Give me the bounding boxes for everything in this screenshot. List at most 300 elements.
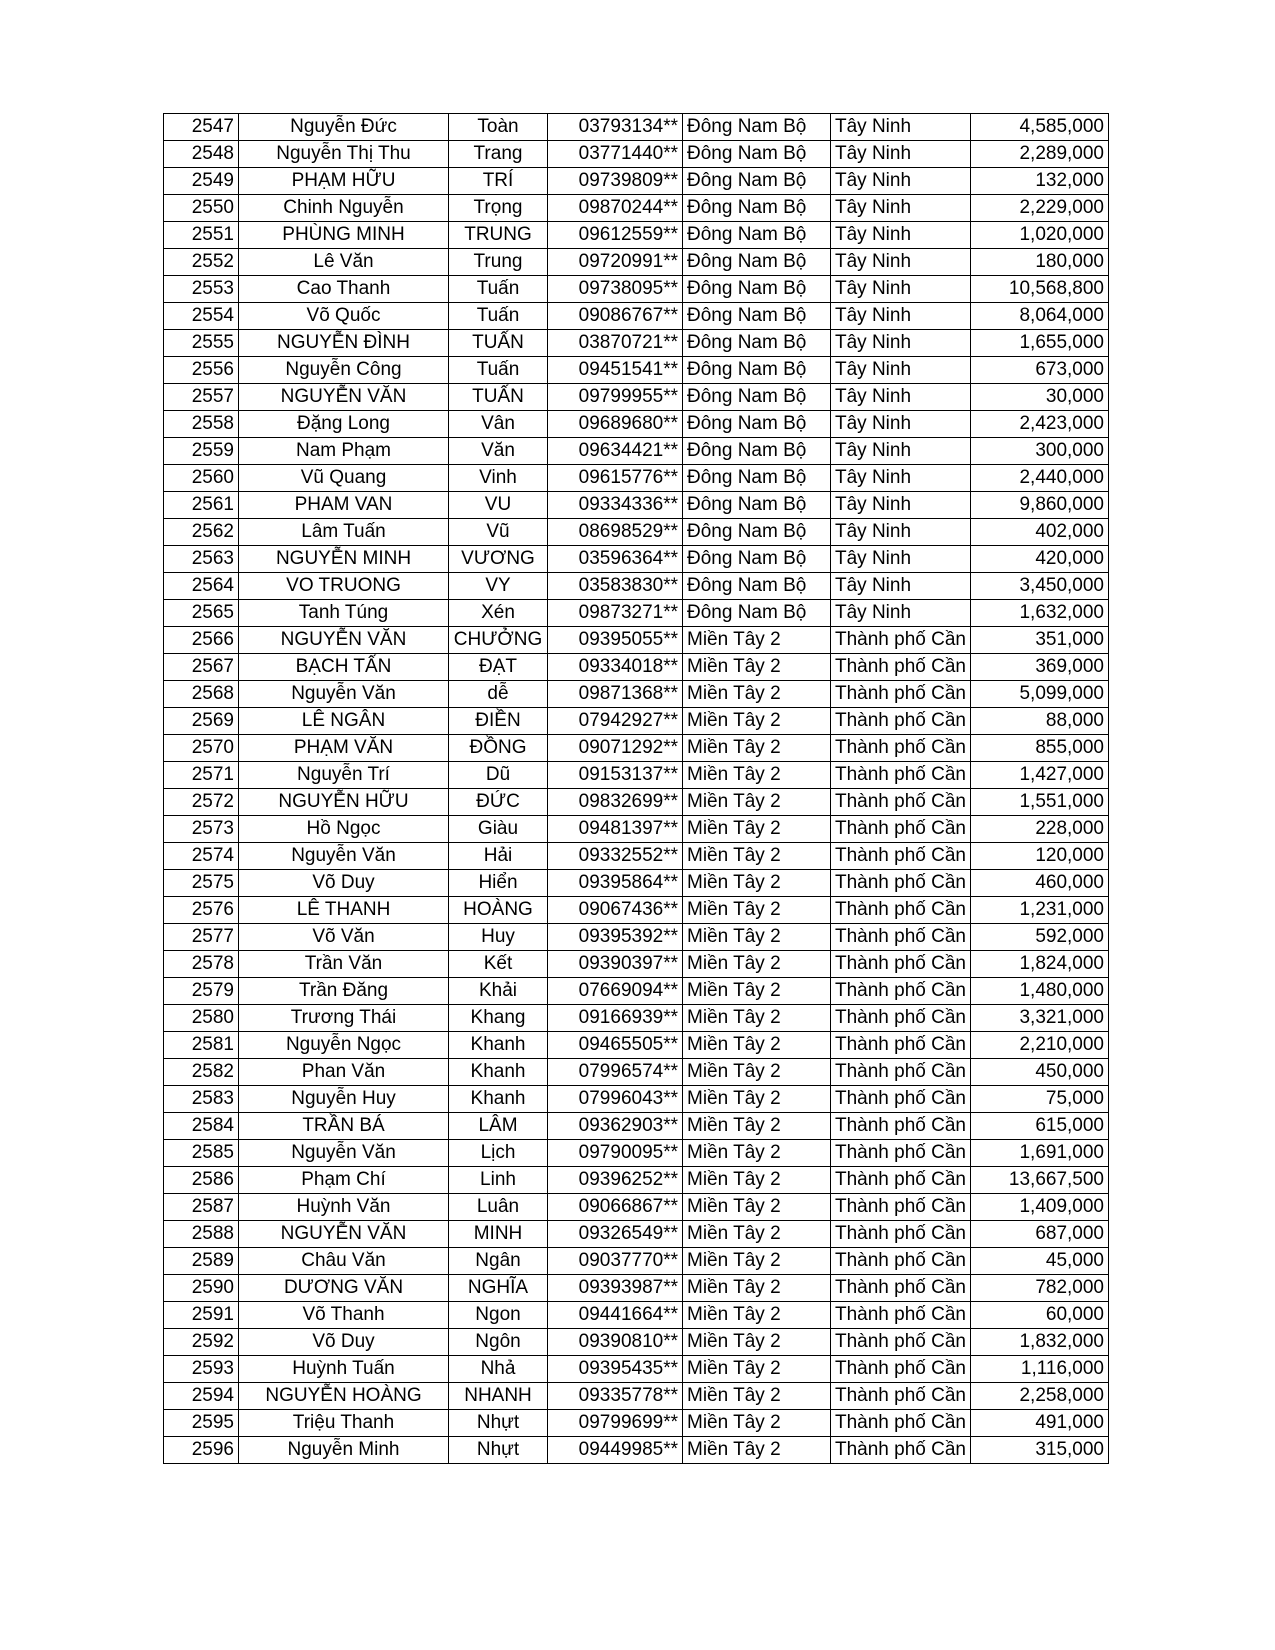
last-middle-name-cell: NGUYỄN VĂN	[239, 627, 449, 654]
row-number-cell: 2559	[164, 438, 239, 465]
province-cell: Thành phố Cần	[831, 654, 971, 681]
phone-cell: 09481397**	[548, 816, 683, 843]
row-number-cell: 2573	[164, 816, 239, 843]
amount-cell: 782,000	[971, 1275, 1109, 1302]
phone-cell: 09071292**	[548, 735, 683, 762]
province-cell: Tây Ninh	[831, 168, 971, 195]
region-cell: Đông Nam Bộ	[683, 249, 831, 276]
table-row	[164, 1113, 1109, 1140]
province-cell: Tây Ninh	[831, 573, 971, 600]
row-number-cell: 2590	[164, 1275, 239, 1302]
phone-cell: 09870244**	[548, 195, 683, 222]
province-cell: Tây Ninh	[831, 438, 971, 465]
row-number-cell: 2596	[164, 1437, 239, 1464]
province-cell: Tây Ninh	[831, 411, 971, 438]
first-name-cell: Kết	[449, 951, 548, 978]
province-cell: Thành phố Cần	[831, 627, 971, 654]
last-middle-name-cell: Nguyễn Thị Thu	[239, 141, 449, 168]
first-name-cell: Xén	[449, 600, 548, 627]
amount-cell: 460,000	[971, 870, 1109, 897]
region-cell: Miền Tây 2	[683, 1167, 831, 1194]
row-number-cell: 2556	[164, 357, 239, 384]
province-cell: Tây Ninh	[831, 519, 971, 546]
amount-cell: 9,860,000	[971, 492, 1109, 519]
table-row	[164, 195, 1109, 222]
row-number-cell: 2584	[164, 1113, 239, 1140]
last-middle-name-cell: Đặng Long	[239, 411, 449, 438]
phone-cell: 09395864**	[548, 870, 683, 897]
row-number-cell: 2554	[164, 303, 239, 330]
table-row	[164, 708, 1109, 735]
phone-cell: 09362903**	[548, 1113, 683, 1140]
region-cell: Miền Tây 2	[683, 627, 831, 654]
table-row	[164, 492, 1109, 519]
province-cell: Thành phố Cần	[831, 1059, 971, 1086]
region-cell: Miền Tây 2	[683, 654, 831, 681]
table-row	[164, 600, 1109, 627]
region-cell: Miền Tây 2	[683, 1113, 831, 1140]
first-name-cell: Khanh	[449, 1086, 548, 1113]
last-middle-name-cell: Lâm Tuấn	[239, 519, 449, 546]
phone-cell: 09067436**	[548, 897, 683, 924]
phone-cell: 09166939**	[548, 1005, 683, 1032]
phone-cell: 09332552**	[548, 843, 683, 870]
last-middle-name-cell: NGUYỄN MINH	[239, 546, 449, 573]
row-number-cell: 2580	[164, 1005, 239, 1032]
first-name-cell: HOÀNG	[449, 897, 548, 924]
table-row	[164, 1059, 1109, 1086]
last-middle-name-cell: PHAM VAN	[239, 492, 449, 519]
region-cell: Miền Tây 2	[683, 1275, 831, 1302]
phone-cell: 03583830**	[548, 573, 683, 600]
amount-cell: 673,000	[971, 357, 1109, 384]
amount-cell: 5,099,000	[971, 681, 1109, 708]
region-cell: Đông Nam Bộ	[683, 276, 831, 303]
province-cell: Thành phố Cần	[831, 843, 971, 870]
first-name-cell: CHƯỞNG	[449, 627, 548, 654]
row-number-cell: 2591	[164, 1302, 239, 1329]
first-name-cell: Khải	[449, 978, 548, 1005]
province-cell: Thành phố Cần	[831, 1140, 971, 1167]
amount-cell: 228,000	[971, 816, 1109, 843]
table-row	[164, 438, 1109, 465]
first-name-cell: Trọng	[449, 195, 548, 222]
region-cell: Đông Nam Bộ	[683, 438, 831, 465]
amount-cell: 402,000	[971, 519, 1109, 546]
last-middle-name-cell: Trương Thái	[239, 1005, 449, 1032]
amount-cell: 8,064,000	[971, 303, 1109, 330]
amount-cell: 1,020,000	[971, 222, 1109, 249]
amount-cell: 2,289,000	[971, 141, 1109, 168]
first-name-cell: Văn	[449, 438, 548, 465]
last-middle-name-cell: Nguyễn Minh	[239, 1437, 449, 1464]
province-cell: Thành phố Cần	[831, 1275, 971, 1302]
region-cell: Miền Tây 2	[683, 843, 831, 870]
province-cell: Tây Ninh	[831, 357, 971, 384]
province-cell: Tây Ninh	[831, 330, 971, 357]
amount-cell: 30,000	[971, 384, 1109, 411]
table-row	[164, 1221, 1109, 1248]
phone-cell: 09634421**	[548, 438, 683, 465]
row-number-cell: 2564	[164, 573, 239, 600]
amount-cell: 1,409,000	[971, 1194, 1109, 1221]
phone-cell: 09334018**	[548, 654, 683, 681]
row-number-cell: 2592	[164, 1329, 239, 1356]
phone-cell: 09871368**	[548, 681, 683, 708]
first-name-cell: Giàu	[449, 816, 548, 843]
province-cell: Tây Ninh	[831, 222, 971, 249]
region-cell: Miền Tây 2	[683, 735, 831, 762]
table-row	[164, 897, 1109, 924]
province-cell: Tây Ninh	[831, 249, 971, 276]
province-cell: Tây Ninh	[831, 141, 971, 168]
row-number-cell: 2586	[164, 1167, 239, 1194]
phone-cell: 09066867**	[548, 1194, 683, 1221]
first-name-cell: Lịch	[449, 1140, 548, 1167]
first-name-cell: Tuấn	[449, 276, 548, 303]
region-cell: Đông Nam Bộ	[683, 546, 831, 573]
table-row	[164, 168, 1109, 195]
table-row	[164, 1005, 1109, 1032]
province-cell: Thành phố Cần	[831, 1113, 971, 1140]
phone-cell: 09390810**	[548, 1329, 683, 1356]
first-name-cell: TRUNG	[449, 222, 548, 249]
table-row	[164, 816, 1109, 843]
first-name-cell: ĐIỀN	[449, 708, 548, 735]
last-middle-name-cell: Nguyễn Công	[239, 357, 449, 384]
amount-cell: 3,450,000	[971, 573, 1109, 600]
table-row	[164, 924, 1109, 951]
row-number-cell: 2572	[164, 789, 239, 816]
table-row	[164, 1356, 1109, 1383]
amount-cell: 2,210,000	[971, 1032, 1109, 1059]
amount-cell: 369,000	[971, 654, 1109, 681]
row-number-cell: 2587	[164, 1194, 239, 1221]
region-cell: Miền Tây 2	[683, 1410, 831, 1437]
region-cell: Miền Tây 2	[683, 1059, 831, 1086]
first-name-cell: TUẤN	[449, 330, 548, 357]
province-cell: Tây Ninh	[831, 600, 971, 627]
last-middle-name-cell: PHÙNG MINH	[239, 222, 449, 249]
phone-cell: 09086767**	[548, 303, 683, 330]
table-row	[164, 843, 1109, 870]
phone-cell: 09396252**	[548, 1167, 683, 1194]
phone-cell: 03596364**	[548, 546, 683, 573]
table-row	[164, 249, 1109, 276]
amount-cell: 1,551,000	[971, 789, 1109, 816]
first-name-cell: TRÍ	[449, 168, 548, 195]
last-middle-name-cell: Chinh Nguyễn	[239, 195, 449, 222]
first-name-cell: ĐẠT	[449, 654, 548, 681]
province-cell: Thành phố Cần	[831, 816, 971, 843]
last-middle-name-cell: Huỳnh Văn	[239, 1194, 449, 1221]
first-name-cell: VƯƠNG	[449, 546, 548, 573]
first-name-cell: TUẤN	[449, 384, 548, 411]
last-middle-name-cell: Huỳnh Tuấn	[239, 1356, 449, 1383]
province-cell: Thành phố Cần	[831, 897, 971, 924]
amount-cell: 13,667,500	[971, 1167, 1109, 1194]
province-cell: Thành phố Cần	[831, 978, 971, 1005]
amount-cell: 687,000	[971, 1221, 1109, 1248]
amount-cell: 351,000	[971, 627, 1109, 654]
phone-cell: 09799699**	[548, 1410, 683, 1437]
province-cell: Thành phố Cần	[831, 708, 971, 735]
amount-cell: 592,000	[971, 924, 1109, 951]
last-middle-name-cell: Võ Thanh	[239, 1302, 449, 1329]
phone-cell: 09689680**	[548, 411, 683, 438]
last-middle-name-cell: Nam Phạm	[239, 438, 449, 465]
row-number-cell: 2582	[164, 1059, 239, 1086]
phone-cell: 03870721**	[548, 330, 683, 357]
first-name-cell: Khanh	[449, 1059, 548, 1086]
region-cell: Miền Tây 2	[683, 1437, 831, 1464]
region-cell: Miền Tây 2	[683, 1140, 831, 1167]
table-row	[164, 1032, 1109, 1059]
last-middle-name-cell: Triệu Thanh	[239, 1410, 449, 1437]
amount-cell: 2,229,000	[971, 195, 1109, 222]
phone-cell: 07996574**	[548, 1059, 683, 1086]
phone-cell: 09390397**	[548, 951, 683, 978]
last-middle-name-cell: Trần Văn	[239, 951, 449, 978]
last-middle-name-cell: Tanh Túng	[239, 600, 449, 627]
region-cell: Miền Tây 2	[683, 870, 831, 897]
phone-cell: 09037770**	[548, 1248, 683, 1275]
row-number-cell: 2565	[164, 600, 239, 627]
phone-cell: 09720991**	[548, 249, 683, 276]
table-row	[164, 1302, 1109, 1329]
region-cell: Miền Tây 2	[683, 1383, 831, 1410]
last-middle-name-cell: LÊ NGÂN	[239, 708, 449, 735]
province-cell: Tây Ninh	[831, 384, 971, 411]
phone-cell: 09799955**	[548, 384, 683, 411]
phone-cell: 09326549**	[548, 1221, 683, 1248]
amount-cell: 75,000	[971, 1086, 1109, 1113]
last-middle-name-cell: Lê Văn	[239, 249, 449, 276]
last-middle-name-cell: Phan Văn	[239, 1059, 449, 1086]
last-middle-name-cell: Nguyễn Văn	[239, 681, 449, 708]
row-number-cell: 2557	[164, 384, 239, 411]
province-cell: Thành phố Cần	[831, 1248, 971, 1275]
region-cell: Đông Nam Bộ	[683, 330, 831, 357]
region-cell: Đông Nam Bộ	[683, 573, 831, 600]
region-cell: Miền Tây 2	[683, 1194, 831, 1221]
province-cell: Tây Ninh	[831, 492, 971, 519]
first-name-cell: ĐỨC	[449, 789, 548, 816]
amount-cell: 120,000	[971, 843, 1109, 870]
last-middle-name-cell: BẠCH TẤN	[239, 654, 449, 681]
province-cell: Thành phố Cần	[831, 681, 971, 708]
phone-cell: 09153137**	[548, 762, 683, 789]
phone-cell: 09395055**	[548, 627, 683, 654]
amount-cell: 1,231,000	[971, 897, 1109, 924]
last-middle-name-cell: NGUYỄN HOÀNG	[239, 1383, 449, 1410]
phone-cell: 09395392**	[548, 924, 683, 951]
region-cell: Đông Nam Bộ	[683, 114, 831, 141]
row-number-cell: 2588	[164, 1221, 239, 1248]
region-cell: Miền Tây 2	[683, 1086, 831, 1113]
row-number-cell: 2595	[164, 1410, 239, 1437]
phone-cell: 09334336**	[548, 492, 683, 519]
last-middle-name-cell: LÊ THANH	[239, 897, 449, 924]
first-name-cell: Tuấn	[449, 303, 548, 330]
province-cell: Thành phố Cần	[831, 1302, 971, 1329]
data-table	[163, 113, 1109, 1464]
row-number-cell: 2547	[164, 114, 239, 141]
row-number-cell: 2574	[164, 843, 239, 870]
province-cell: Tây Ninh	[831, 546, 971, 573]
region-cell: Miền Tây 2	[683, 1329, 831, 1356]
phone-cell: 08698529**	[548, 519, 683, 546]
last-middle-name-cell: DƯƠNG VĂN	[239, 1275, 449, 1302]
row-number-cell: 2558	[164, 411, 239, 438]
phone-cell: 09790095**	[548, 1140, 683, 1167]
region-cell: Miền Tây 2	[683, 897, 831, 924]
amount-cell: 60,000	[971, 1302, 1109, 1329]
first-name-cell: Hải	[449, 843, 548, 870]
last-middle-name-cell: Võ Duy	[239, 1329, 449, 1356]
amount-cell: 1,480,000	[971, 978, 1109, 1005]
phone-cell: 09393987**	[548, 1275, 683, 1302]
row-number-cell: 2555	[164, 330, 239, 357]
table-row	[164, 627, 1109, 654]
row-number-cell: 2548	[164, 141, 239, 168]
region-cell: Miền Tây 2	[683, 951, 831, 978]
table-row	[164, 357, 1109, 384]
amount-cell: 420,000	[971, 546, 1109, 573]
table-row	[164, 303, 1109, 330]
region-cell: Đông Nam Bộ	[683, 465, 831, 492]
phone-cell: 03793134**	[548, 114, 683, 141]
row-number-cell: 2589	[164, 1248, 239, 1275]
province-cell: Tây Ninh	[831, 276, 971, 303]
first-name-cell: dễ	[449, 681, 548, 708]
region-cell: Miền Tây 2	[683, 762, 831, 789]
province-cell: Thành phố Cần	[831, 1356, 971, 1383]
province-cell: Thành phố Cần	[831, 1437, 971, 1464]
first-name-cell: NGHĨA	[449, 1275, 548, 1302]
province-cell: Thành phố Cần	[831, 1005, 971, 1032]
last-middle-name-cell: Nguyễn Trí	[239, 762, 449, 789]
phone-cell: 03771440**	[548, 141, 683, 168]
first-name-cell: Nhả	[449, 1356, 548, 1383]
phone-cell: 07942927**	[548, 708, 683, 735]
region-cell: Miền Tây 2	[683, 1005, 831, 1032]
row-number-cell: 2568	[164, 681, 239, 708]
last-middle-name-cell: Vũ Quang	[239, 465, 449, 492]
region-cell: Đông Nam Bộ	[683, 357, 831, 384]
region-cell: Miền Tây 2	[683, 924, 831, 951]
province-cell: Thành phố Cần	[831, 951, 971, 978]
row-number-cell: 2562	[164, 519, 239, 546]
table-row	[164, 1329, 1109, 1356]
province-cell: Tây Ninh	[831, 114, 971, 141]
first-name-cell: Luân	[449, 1194, 548, 1221]
row-number-cell: 2560	[164, 465, 239, 492]
region-cell: Đông Nam Bộ	[683, 168, 831, 195]
table-row	[164, 114, 1109, 141]
last-middle-name-cell: Trần Đăng	[239, 978, 449, 1005]
table-row	[164, 1248, 1109, 1275]
region-cell: Đông Nam Bộ	[683, 600, 831, 627]
amount-cell: 1,116,000	[971, 1356, 1109, 1383]
first-name-cell: Ngon	[449, 1302, 548, 1329]
table-row	[164, 1086, 1109, 1113]
phone-cell: 09395435**	[548, 1356, 683, 1383]
table-row	[164, 1275, 1109, 1302]
first-name-cell: Vũ	[449, 519, 548, 546]
table-row	[164, 870, 1109, 897]
row-number-cell: 2553	[164, 276, 239, 303]
phone-cell: 09612559**	[548, 222, 683, 249]
first-name-cell: Nhựt	[449, 1410, 548, 1437]
region-cell: Miền Tây 2	[683, 1302, 831, 1329]
amount-cell: 300,000	[971, 438, 1109, 465]
row-number-cell: 2585	[164, 1140, 239, 1167]
amount-cell: 1,832,000	[971, 1329, 1109, 1356]
province-cell: Thành phố Cần	[831, 924, 971, 951]
province-cell: Tây Ninh	[831, 195, 971, 222]
row-number-cell: 2561	[164, 492, 239, 519]
amount-cell: 4,585,000	[971, 114, 1109, 141]
last-middle-name-cell: Võ Quốc	[239, 303, 449, 330]
first-name-cell: Ngôn	[449, 1329, 548, 1356]
row-number-cell: 2578	[164, 951, 239, 978]
row-number-cell: 2563	[164, 546, 239, 573]
amount-cell: 88,000	[971, 708, 1109, 735]
phone-cell: 07996043**	[548, 1086, 683, 1113]
table-row	[164, 654, 1109, 681]
amount-cell: 2,440,000	[971, 465, 1109, 492]
first-name-cell: Tuấn	[449, 357, 548, 384]
province-cell: Thành phố Cần	[831, 762, 971, 789]
region-cell: Đông Nam Bộ	[683, 222, 831, 249]
province-cell: Thành phố Cần	[831, 1329, 971, 1356]
first-name-cell: VU	[449, 492, 548, 519]
last-middle-name-cell: Hồ Ngọc	[239, 816, 449, 843]
table-row	[164, 1383, 1109, 1410]
phone-cell: 09738095**	[548, 276, 683, 303]
province-cell: Thành phố Cần	[831, 789, 971, 816]
table-row	[164, 762, 1109, 789]
last-middle-name-cell: Nguyễn Ngọc	[239, 1032, 449, 1059]
phone-cell: 09441664**	[548, 1302, 683, 1329]
region-cell: Đông Nam Bộ	[683, 195, 831, 222]
row-number-cell: 2593	[164, 1356, 239, 1383]
amount-cell: 491,000	[971, 1410, 1109, 1437]
table-row	[164, 222, 1109, 249]
phone-cell: 09615776**	[548, 465, 683, 492]
last-middle-name-cell: Võ Văn	[239, 924, 449, 951]
table-row	[164, 951, 1109, 978]
table-row	[164, 465, 1109, 492]
row-number-cell: 2570	[164, 735, 239, 762]
phone-cell: 07669094**	[548, 978, 683, 1005]
amount-cell: 1,824,000	[971, 951, 1109, 978]
region-cell: Miền Tây 2	[683, 1221, 831, 1248]
last-middle-name-cell: PHẠM HỮU	[239, 168, 449, 195]
phone-cell: 09451541**	[548, 357, 683, 384]
row-number-cell: 2552	[164, 249, 239, 276]
first-name-cell: Linh	[449, 1167, 548, 1194]
last-middle-name-cell: NGUYỄN VĂN	[239, 1221, 449, 1248]
region-cell: Đông Nam Bộ	[683, 492, 831, 519]
first-name-cell: Vinh	[449, 465, 548, 492]
amount-cell: 1,655,000	[971, 330, 1109, 357]
last-middle-name-cell: Võ Duy	[239, 870, 449, 897]
table-row	[164, 1167, 1109, 1194]
region-cell: Đông Nam Bộ	[683, 519, 831, 546]
region-cell: Đông Nam Bộ	[683, 384, 831, 411]
